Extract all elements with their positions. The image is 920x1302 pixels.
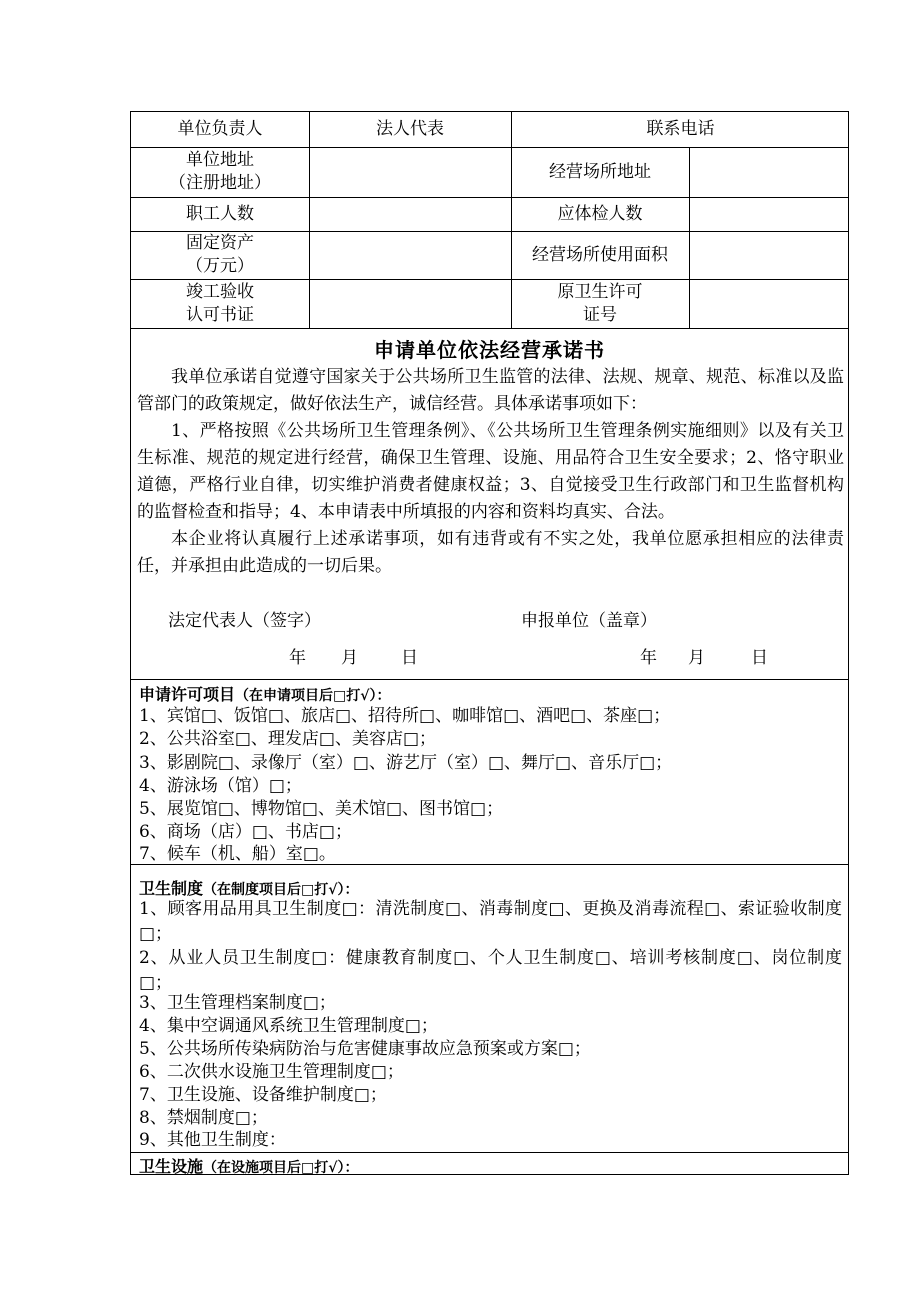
facility-section-heading: 卫生设施（在设施项目后□打√）： [139,1157,359,1176]
old-license-label: 原卫生许可 证号 [557,281,643,325]
license-item[interactable]: 6、商场（店）□、书店□； [139,822,352,842]
hygiene-item[interactable]: 7、卫生设施、设备维护制度□； [139,1085,387,1105]
employee-count-label: 职工人数 [186,203,254,224]
license-item[interactable]: 7、候车（机、船）室□。 [139,844,336,864]
hygiene-section-heading: 卫生制度（在制度项目后□打√）： [139,879,359,898]
hygiene-item[interactable]: 8、禁烟制度□； [139,1108,268,1128]
license-item[interactable]: 5、展览馆□、博物馆□、美术馆□、图书馆□； [139,799,504,819]
hygiene-item[interactable]: 9、其他卫生制度： [139,1130,286,1150]
completion-cert-input[interactable] [309,279,511,328]
pledge-paragraph-2: 1、严格按照《公共场所卫生管理条例》、《公共场所卫生管理条例实施细则》以及有关卫生标准、规范的规定进行经营，确保卫生管理、设施、用品符合卫生安全要求；2、恪守职业道德，严格行业自律，切实维护消费者健康权益；3、自觉接受卫生行政部门和卫生监督机构的监督检查和指导；4、本申请表中所填报的内容和资料均真实、合法。 [137,421,844,522]
hygiene-item-2[interactable]: 2、从业人员卫生制度□：健康教育制度□、个人卫生制度□、培训考核制度□、岗位制度□； [139,948,842,993]
legal-rep-label: 法人代表 [376,119,444,139]
application-form [130,111,849,1175]
legal-rep-signature-label: 法定代表人（签字） [168,611,321,631]
unit-head-label: 单位负责人 [177,119,263,139]
date-year: 年 [289,648,306,668]
unit-address-label: 单位地址 （注册地址） [169,150,271,193]
license-item[interactable]: 4、游泳场（馆）□； [139,776,302,796]
date-day: 日 [401,648,418,668]
pledge-paragraph-1: 我单位承诺自觉遵守国家关于公共场所卫生监管的法律、法规、规章、规范、标准以及监管部门的政策规定，做好依法生产，诚信经营。具体承诺事项如下： [137,367,844,414]
fixed-assets-input[interactable] [309,231,511,279]
date-month: 月 [688,648,705,668]
date-day: 日 [751,648,768,668]
license-item[interactable]: 3、影剧院□、录像厅（室）□、游艺厅（室）□、舞厅□、音乐厅□； [139,753,673,773]
row-divider [131,328,848,329]
unit-address-input[interactable] [309,147,511,197]
fixed-assets-label: 固定资产 （万元） [186,233,254,276]
exam-count-input[interactable] [689,197,850,231]
business-address-label: 经营场所地址 [549,161,651,182]
license-item[interactable]: 2、公共浴室□、理发店□、美容店□； [139,729,437,749]
unit-seal-label: 申报单位（盖章） [521,611,657,631]
exam-count-label: 应体检人数 [557,203,643,224]
hygiene-item[interactable]: 5、公共场所传染病防治与危害健康事故应急预案或方案□； [139,1039,591,1059]
date-year: 年 [640,648,657,668]
pledge-paragraph-3: 本企业将认真履行上述承诺事项，如有违背或有不实之处，我单位愿承担相应的法律责任，并承担由此造成的一切后果。 [137,529,844,576]
section-divider [131,1152,848,1153]
old-license-input[interactable] [689,279,850,328]
hygiene-item[interactable]: 4、集中空调通风系统卫生管理制度□； [139,1016,438,1036]
pledge-title: 申请单位依法经营承诺书 [374,338,605,362]
hygiene-item[interactable]: 6、二次供水设施卫生管理制度□； [139,1062,404,1082]
hygiene-item[interactable]: 3、卫生管理档案制度□； [139,993,336,1013]
floor-area-input[interactable] [689,231,850,279]
license-item[interactable]: 1、宾馆□、饭馆□、旅店□、招待所□、咖啡馆□、酒吧□、茶座□； [139,706,671,726]
hygiene-item-1[interactable]: 1、顾客用品用具卫生制度□：清洗制度□、消毒制度□、更换及消毒流程□、索证验收制度□； [139,899,842,944]
employee-count-input[interactable] [309,197,511,231]
date-month: 月 [341,648,358,668]
license-section-heading: 申请许可项目（在申请项目后□打√）： [139,685,391,704]
business-address-input[interactable] [689,147,850,197]
completion-cert-label: 竣工验收 认可书证 [186,281,254,325]
floor-area-label: 经营场所使用面积 [532,244,668,265]
phone-label: 联系电话 [646,119,715,139]
section-divider [131,679,848,680]
